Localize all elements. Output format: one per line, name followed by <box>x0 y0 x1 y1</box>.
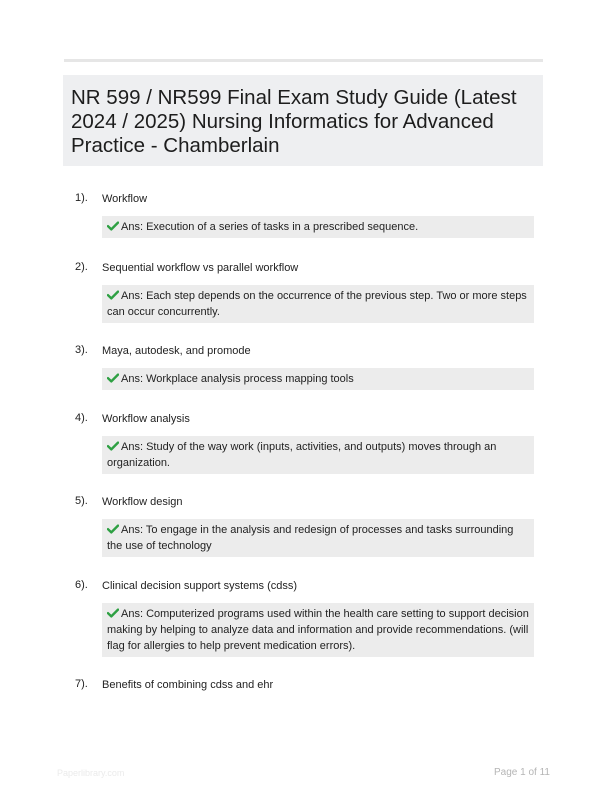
question-text: Benefits of combining cdss and ehr <box>102 679 274 691</box>
check-icon <box>107 524 119 534</box>
answer-text: Ans: Execution of a series of tasks in a prescribed sequence. <box>121 221 419 233</box>
answer-box <box>102 603 534 657</box>
check-icon <box>107 608 119 618</box>
question-text: Workflow <box>102 193 148 205</box>
answer-box <box>102 368 534 390</box>
answer-text: Ans: Computerized programs used within the health care setting to support decision making by helping to analyze data and information and provide recommendations. (will flag for allergies to help prevent medication errors). <box>107 608 529 652</box>
answer-box <box>102 519 534 557</box>
question-number: 3). <box>75 344 88 356</box>
check-icon <box>107 441 119 451</box>
question-number: 2). <box>75 261 88 273</box>
answer-box <box>102 216 534 238</box>
answer-text: Ans: To engage in the analysis and redesign of processes and tasks surrounding the use of technology <box>107 524 514 552</box>
answer-box <box>102 436 534 474</box>
question-number: 4). <box>75 412 88 424</box>
check-icon <box>107 373 119 383</box>
watermark-text: Paperlibrary.com <box>57 768 125 778</box>
question-number: 6). <box>75 579 88 591</box>
question-text: Maya, autodesk, and promode <box>102 345 251 357</box>
title-block <box>63 75 543 166</box>
answer-text: Ans: Each step depends on the occurrence of the previous step. Two or more steps can occur concurrently. <box>107 290 527 318</box>
question-number: 1). <box>75 192 88 204</box>
question-number: 7). <box>75 678 88 690</box>
question-text: Workflow analysis <box>102 413 190 425</box>
check-icon <box>107 290 119 300</box>
question-text: Clinical decision support systems (cdss) <box>102 580 298 592</box>
document-title: NR 599 / NR599 Final Exam Study Guide (Latest 2024 / 2025) Nursing Informatics for Advanced Practice - Chamberlain <box>71 86 517 157</box>
answer-box <box>102 285 534 323</box>
page-indicator: Page 1 of 11 <box>494 767 550 778</box>
question-number: 5). <box>75 495 88 507</box>
answer-text: Ans: Study of the way work (inputs, activities, and outputs) moves through an organization. <box>107 441 497 469</box>
check-icon <box>107 221 119 231</box>
question-text: Workflow design <box>102 496 183 508</box>
top-divider <box>64 59 543 62</box>
question-text: Sequential workflow vs parallel workflow <box>102 262 299 274</box>
answer-text: Ans: Workplace analysis process mapping tools <box>121 373 354 385</box>
